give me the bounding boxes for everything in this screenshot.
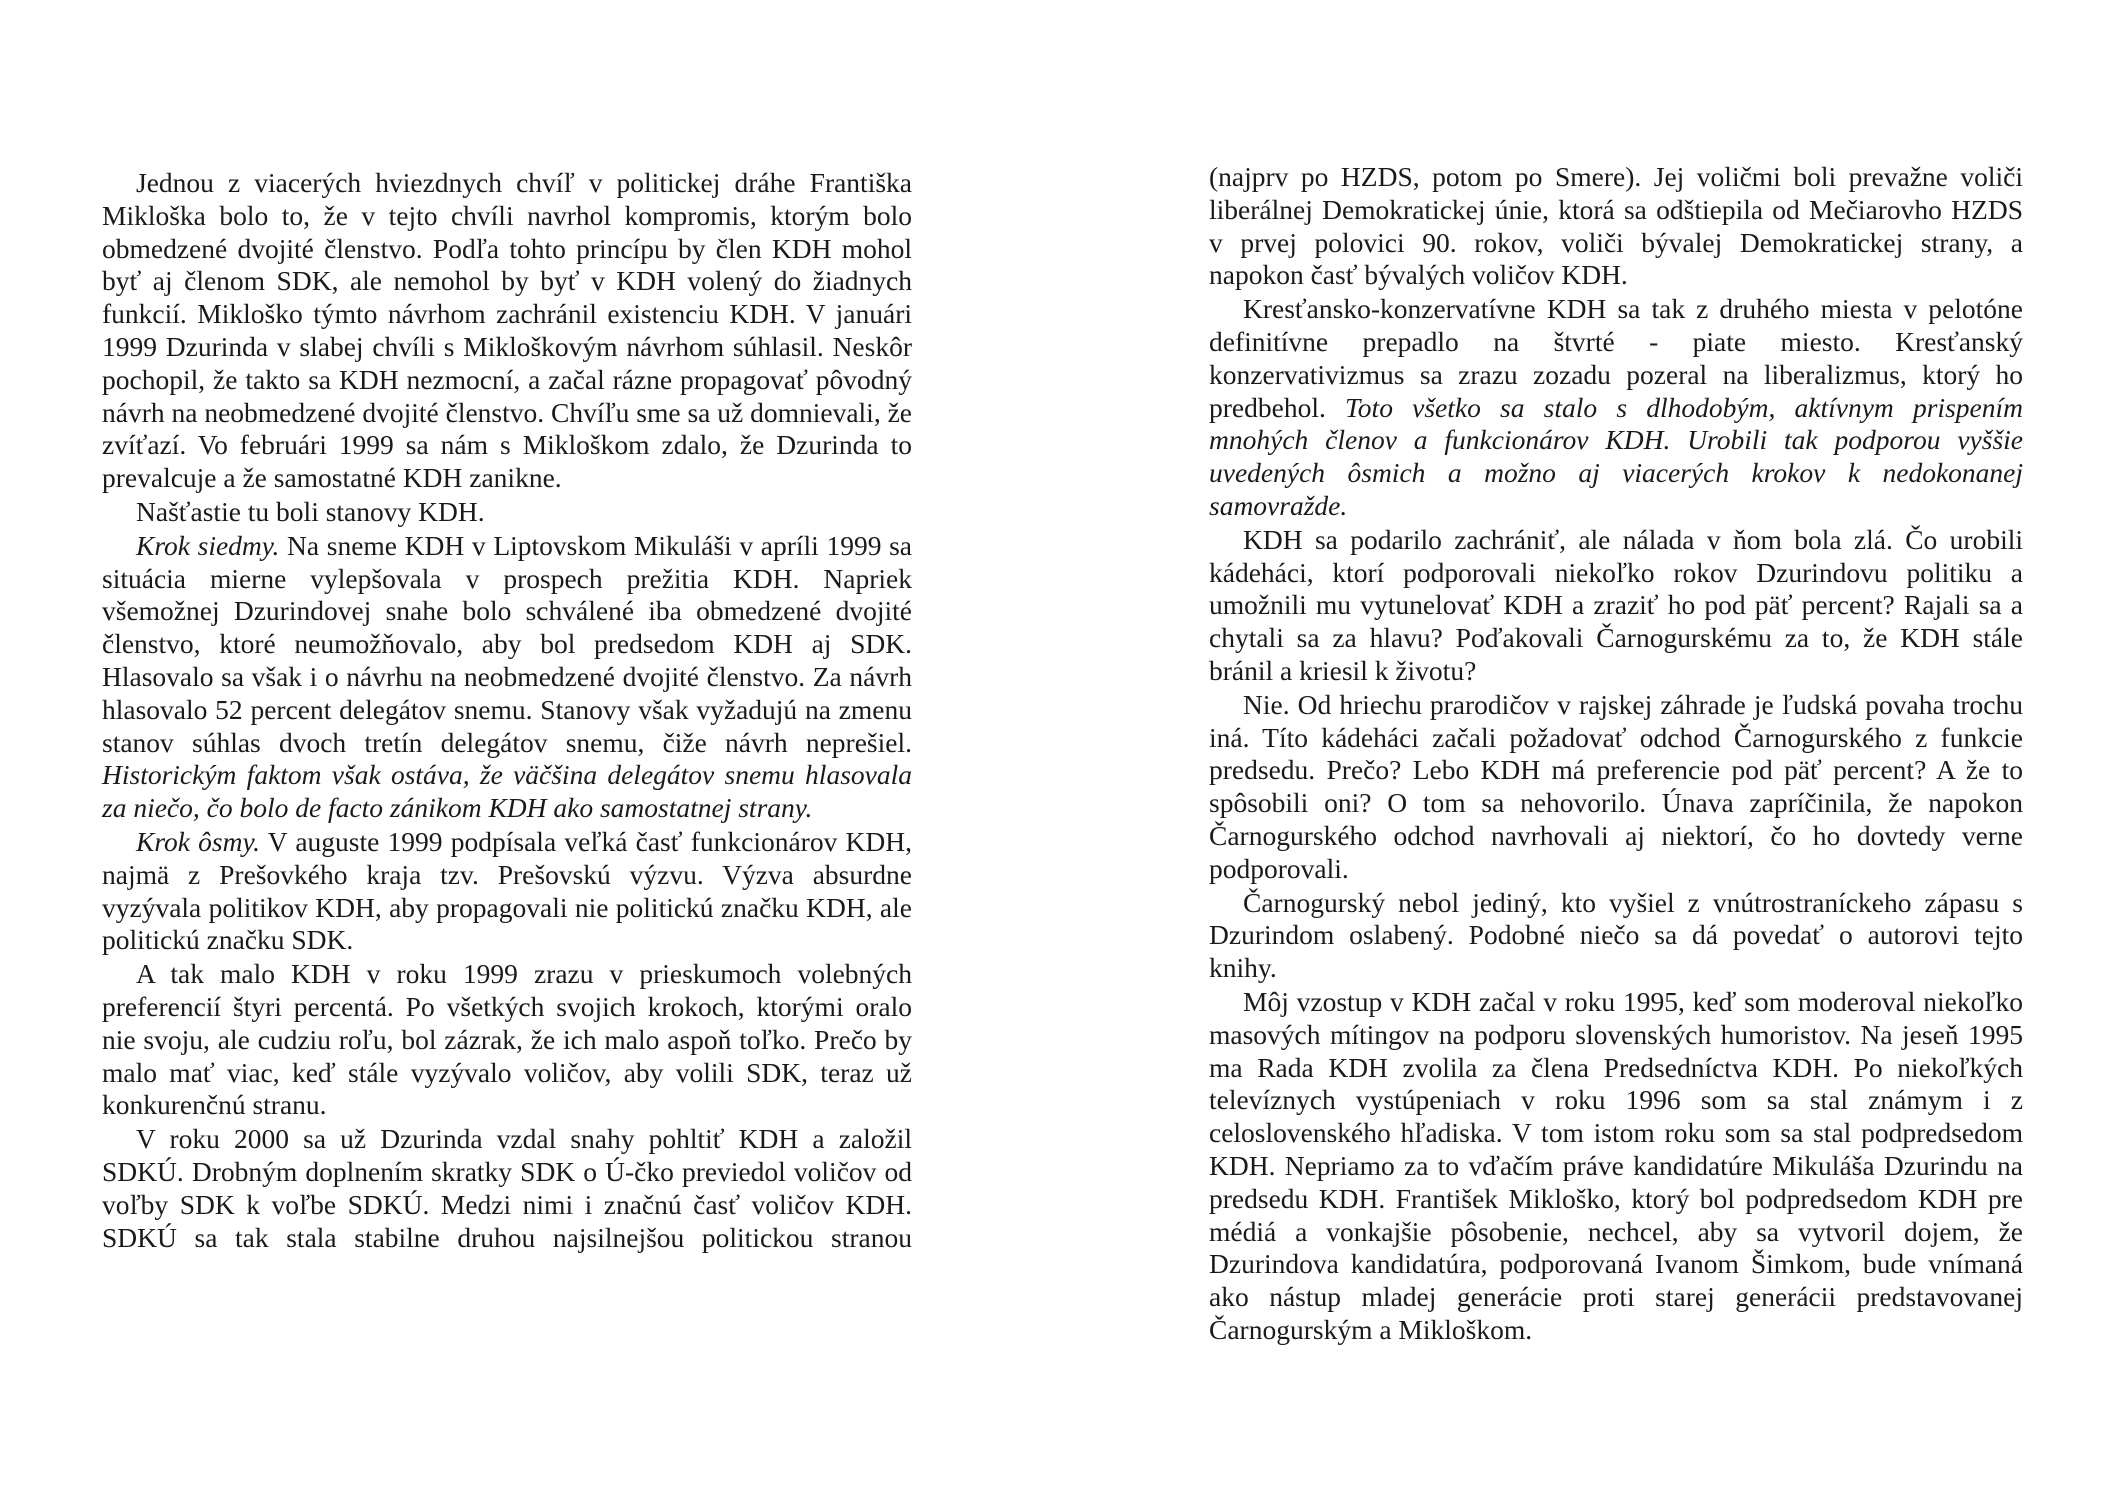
paragraph-4: Nie. Od hriechu prarodičov v rajskej záhrade je ľudská povaha trochu iná. Títo kádeháci začali požadovať odchod Čarnogurského z funkcie predsedu. Prečo? Lebo KDH má preferencie pod päť percent? A že to spôsobili oni? O tom sa nehovorilo. Únava zapríčinila, že napokon Čarnogurského odchod navrhovali aj niektorí, čo ho dovtedy verne podporovali.: [1209, 688, 2023, 884]
paragraph-2: Našťastie tu boli stanovy KDH.: [136, 495, 485, 527]
paragraph-5: A tak malo KDH v roku 1999 zrazu v prieskumoch volebných preferencií štyri percentá. Po všetkých svojich krokoch, ktorými oralo nie svoju, ale cudziu roľu, bol zázrak, že ich malo aspoň toľko. Prečo by malo mať viac, keď stále vyzývalo voličov, aby volili SDK, teraz už konkurenčnú stranu.: [102, 958, 912, 1121]
paragraph-3-body: Na sneme KDH v Liptovskom Mikuláši v apríli 1999 sa situácia mierne vylepšovala v prospech prežitia KDH. Napriek všemožnej Dzurindovej snahe bolo schválené iba obmedzené dvojité členstvo, ktoré neumožňovalo, aby bol predsedom KDH aj SDK. Hlasovalo sa však i o návrhu na neobmedzené dvojité členstvo. Za návrh hlasovalo 52 percent delegátov snemu. Stanovy však vyžadujú na zmenu stanov súhlas dvoch tretín delegátov snemu, čiže návrh neprešiel.: [102, 529, 913, 758]
paragraph-3-italic: Historickým faktom však ostáva, že väčšina delegátov snemu hlasovala za niečo, čo bolo de facto zánikom KDH ako samostatnej strany.: [102, 759, 912, 824]
paragraph-3: [102, 530, 912, 825]
paragraph-2-italic: Toto všetko sa stalo s dlhodobým, aktívnym prispením mnohých členov a funkcionárov KDH. Urobili tak podporou vyššie uvedených ôsmich a možno aj viacerých krokov k nedokonanej samovražde.: [1209, 391, 2023, 521]
paragraph-4: [102, 826, 912, 957]
paragraph-5: Čarnogurský nebol jediný, kto vyšiel z vnútrostraníckeho zápasu s Dzurindom oslabený. Podobné niečo sa dá povedať o autorovi tejto knihy.: [1209, 886, 2023, 984]
step-heading-8: Krok ôsmy.: [136, 825, 261, 857]
paragraph-1: Jednou z viacerých hviezdnych chvíľ v politickej dráhe Františka Mikloška bolo to, že v tejto chvíli navrhol kompromis, ktorým bolo obmedzené dvojité členstvo. Podľa tohto princípu by člen KDH mohol byť aj členom SDK, ale nemohol by byť v KDH volený do žiadnych funkcií. Mikloško týmto návrhom zachránil existenciu KDH. V januári 1999 Dzurinda v slabej chvíli s Mikloškovým návrhom súhlasil. Neskôr pochopil, že takto sa KDH nezmocní, a začal rázne propagovať pôvodný návrh na neobmedzené dvojité členstvo. Chvíľu sme sa už domnievali, že zvíťazí. Vo februári 1999 sa nám s Mikloškom zdalo, že Dzurinda to prevalcuje a že samostatné KDH zanikne.: [102, 167, 912, 494]
paragraph-continued: (najprv po HZDS, potom po Smere). Jej voličmi boli prevažne voliči liberálnej Demokratickej únie, ktorá sa odštiepila od Mečiarovho HZDS v prvej polovici 90. rokov, voliči bývalej Demokratickej strany, a napokon časť bývalých voličov KDH.: [1209, 161, 2023, 291]
paragraph-6: Môj vzostup v KDH začal v roku 1995, keď som moderoval niekoľko masových mítingov na podporu slovenských humoristov. Na jeseň 1995 ma Rada KDH zvolila za člena Predsedníctva KDH. Po niekoľkých televíznych vystúpeniach v roku 1996 som sa stal známym i z celoslovenského hľadiska. V tom istom roku som sa stal podpredsedom KDH. Nepriamo za to vďačím práve kandidatúre Mikuláša Dzurindu na predsedu KDH. František Mikloško, ktorý bol podpredsedom KDH pre médiá a vonkajšie pôsobenie, nechcel, aby sa vytvoril dojem, že Dzurindova kandidatúra, podporovaná Ivanom Šimkom, bude vnímaná ako nástup mladej generácie proti starej generácii predstavovanej Čarnogurským a Mikloškom.: [1209, 985, 2023, 1345]
paragraph-2-body: Kresťansko-konzervatívne KDH sa tak z druhého miesta v pelotóne definitívne prepadlo na štvrté - piate miesto. Kresťanský konzervativizmus sa zrazu zozadu pozeral na liberalizmus, ktorý ho predbehol.: [1209, 293, 2023, 423]
right-page: [1209, 161, 2023, 1348]
left-page: [102, 167, 912, 1255]
paragraph-2: [1209, 293, 2023, 523]
paragraph-6: V roku 2000 sa už Dzurinda vzdal snahy pohltiť KDH a založil SDKÚ. Drobným doplnením skratky SDK o Ú-čko previedol voličov od voľby SDK k voľbe SDKÚ. Medzi nimi i značnú časť voličov KDH. SDKÚ sa tak stala stabilne druhou najsilnejšou politickou stranou: [102, 1123, 912, 1253]
paragraph-4-body: V auguste 1999 podpísala veľká časť funkcionárov KDH, najmä z Prešovkého kraja tzv. Prešovskú výzvu. Výzva absurdne vyzývala politikov KDH, aby propagovali nie politickú značku KDH, ale politickú značku SDK.: [102, 825, 912, 956]
paragraph-3: KDH sa podarilo zachrániť, ale nálada v ňom bola zlá. Čo urobili kádeháci, ktorí podporovali niekoľko rokov Dzurindovu politiku a umožnili mu vytunelovať KDH a zraziť ho pod päť percent? Rajali sa a chytali sa za hlavu? Poďakovali Čarnogurskému za to, že KDH stále bránil a kriesil k životu?: [1209, 523, 2023, 686]
step-heading-7: Krok siedmy.: [136, 529, 280, 561]
